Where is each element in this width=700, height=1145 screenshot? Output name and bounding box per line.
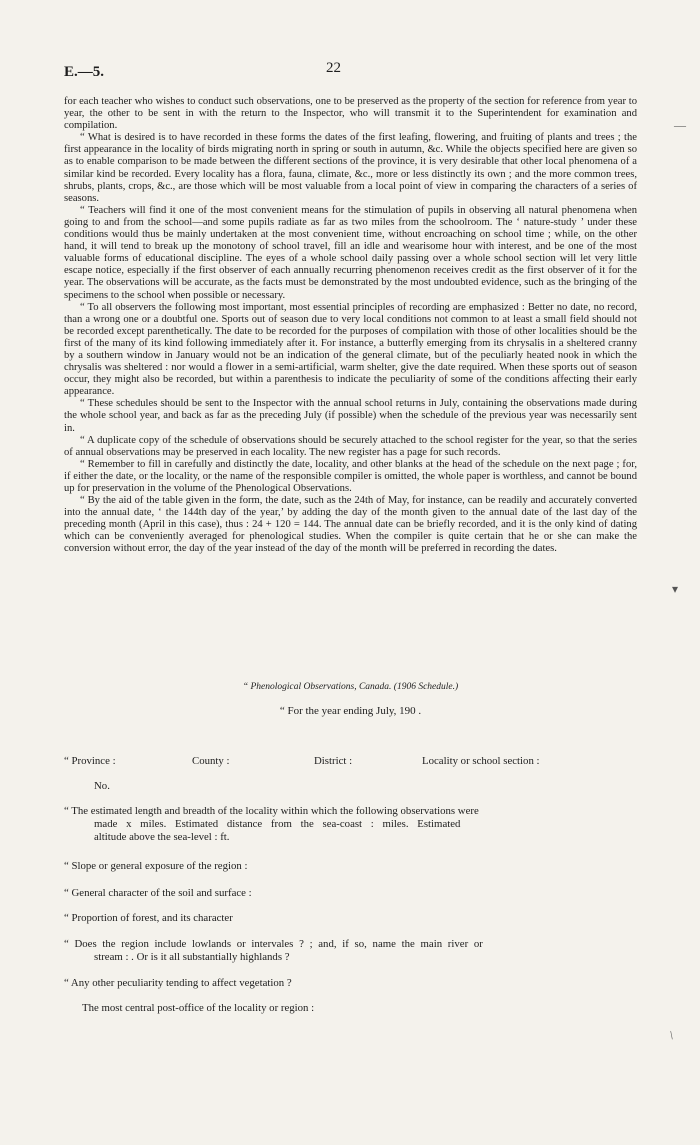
form-estimated-line-1: “ The estimated length and breadth of the locality within which the following observations were <box>64 805 479 817</box>
paragraph: for each teacher who wishes to conduct such observations, one to be preserved as the property of the section for reference from year to year, the other to be sent in with the return to the Inspector, who will transmit it to the Superintendent for examination and compilation. <box>64 96 637 132</box>
form-location-row <box>64 755 637 769</box>
paragraph: “ A duplicate copy of the schedule of observations should be securely attached to the school register for the year, so that the series of annual observations may be preserved in each locality. The new register has a page for such records. <box>64 434 637 458</box>
paragraph: “ Teachers will find it one of the most convenient means for the stimulation of pupils in observing all natural phenomena when going to and from the school—and some pupils radiate as far as two miles from the schoolroom. The ‘ nature-study ’ under these conditions would thus be mainly undertaken at the most convenient time, without encroaching on school time ; while, on the other hand, it will tend to break up the monotony of school travel, fill an idle and wearisome hour with interest, and be one of the most valuable forms of educational discipline. The eyes of a whole school daily passing over a whole school section will let very little escape notice, especially if the first observer of each annually recurring phenomenon receives credit as the first observer of it for the year. The observations will be accurate, as the facts must be demonstrated by the most undoubted evidence, such as the bringing of the specimens to the school when possible or necessary. <box>64 204 637 301</box>
form-forest-line: “ Proportion of forest, and its character <box>64 912 233 924</box>
form-lowlands-line-1: “ Does the region include lowlands or intervales ? ; and, if so, name the main river or <box>64 938 483 950</box>
paragraph: “ These schedules should be sent to the Inspector with the annual school returns in July, containing the observations made during the whole school year, and back as far as the preceding July (if possible) when the schedule of the previous year was necessarily sent in. <box>64 398 637 434</box>
paragraph: “ By the aid of the table given in the form, the date, such as the 24th of May, for instance, can be readily and accurately converted into the annual date, ‘ the 144th day of the year,’ by adding the day of the month given to the annual date of the last day of the preceding month (April in this case), thus : 24 + 120 = 144. The annual date can be briefly recorded, and it is the only kind of dating which can be conveniently averaged for phenological studies. When the compiler is quite certain that he or she can make the conversion without error, the day of the year instead of the day of the month will be preferred in recording the dates. <box>64 495 637 555</box>
form-title: “ Phenological Observations, Canada. (1906 Schedule.) <box>242 682 459 692</box>
form-post-office-line: The most central post-office of the locality or region : <box>82 1002 315 1014</box>
paragraph: “ Remember to fill in carefully and distinctly the date, locality, and other blanks at the head of the schedule on the next page ; for, if either the date, or the locality, or the name of the responsible compiler is omitted, the whole paper is worthless, and cannot be bound up for preservation in the volume of the Phenological Observations. <box>64 458 637 494</box>
paragraph: “ What is desired is to have recorded in these forms the dates of the first leafing, flowering, and fruiting of plants and trees ; the first appearance in the locality of birds migrating north in spring or south in autumn, &c. While the objects specified here are given so as to enable comparison to be made between the different sections of the province, it is very desirable that other local phenomena of a similar kind be recorded. Every locality has a flora, fauna, climate, &c., more or less distinctly its own ; and the more common trees, shrubs, plants, crops, &c., are those which will be most valuable from a local point of view in comparing the characters of a series of seasons. <box>64 132 637 204</box>
margin-stroke-mark: / <box>666 1028 677 1042</box>
margin-tick-mark: ▾ <box>672 582 679 596</box>
province-label: “ Province : <box>64 755 116 767</box>
page-header <box>64 60 636 86</box>
margin-dash-mark: — <box>674 118 686 132</box>
locality-label: Locality or school section : <box>422 755 540 767</box>
form-estimated-line-3: altitude above the sea-level : ft. <box>94 831 230 843</box>
form-subtitle: “ For the year ending July, 190 . <box>279 705 422 717</box>
form-estimated-line-2: made x miles. Estimated distance from the sea-coast : miles. Estimated <box>94 818 461 830</box>
form-slope-line: “ Slope or general exposure of the region : <box>64 860 248 872</box>
page-number: 22 <box>326 60 341 76</box>
body-text <box>64 96 637 556</box>
number-label: No. <box>94 780 110 792</box>
form-other-line: “ Any other peculiarity tending to affect vegetation ? <box>64 977 292 989</box>
form-soil-line: “ General character of the soil and surface : <box>64 887 252 899</box>
county-label: County : <box>192 755 230 767</box>
form-lowlands-line-2: stream : . Or is it all substantially highlands ? <box>94 951 290 963</box>
document-reference: E.—5. <box>64 64 105 80</box>
paragraph: “ To all observers the following most important, most essential principles of recording are emphasized : Better no date, no record, than a wrong one or a doubtful one. Sports out of season due to very local conditions not common to at least a small field should not be recorded except parenthetically. The date to be recorded for the purposes of compilation with those of other localities should be the first of the many of its kind following immediately after it. For instance, a butterfly emerging from its chrysalis in a sheltered cranny by a southern window in January would not be an indication of the general climate, but of the peculiarly heated nook in which the chrysalis was sheltered : nor would a flower in a semi-artificial, warm shelter, give the date required. When these sports out of season occur, they might also be recorded, but within a parenthesis to indicate the peculiarity of some of the conditions affecting their early appearance. <box>64 301 637 398</box>
district-label: District : <box>314 755 353 767</box>
